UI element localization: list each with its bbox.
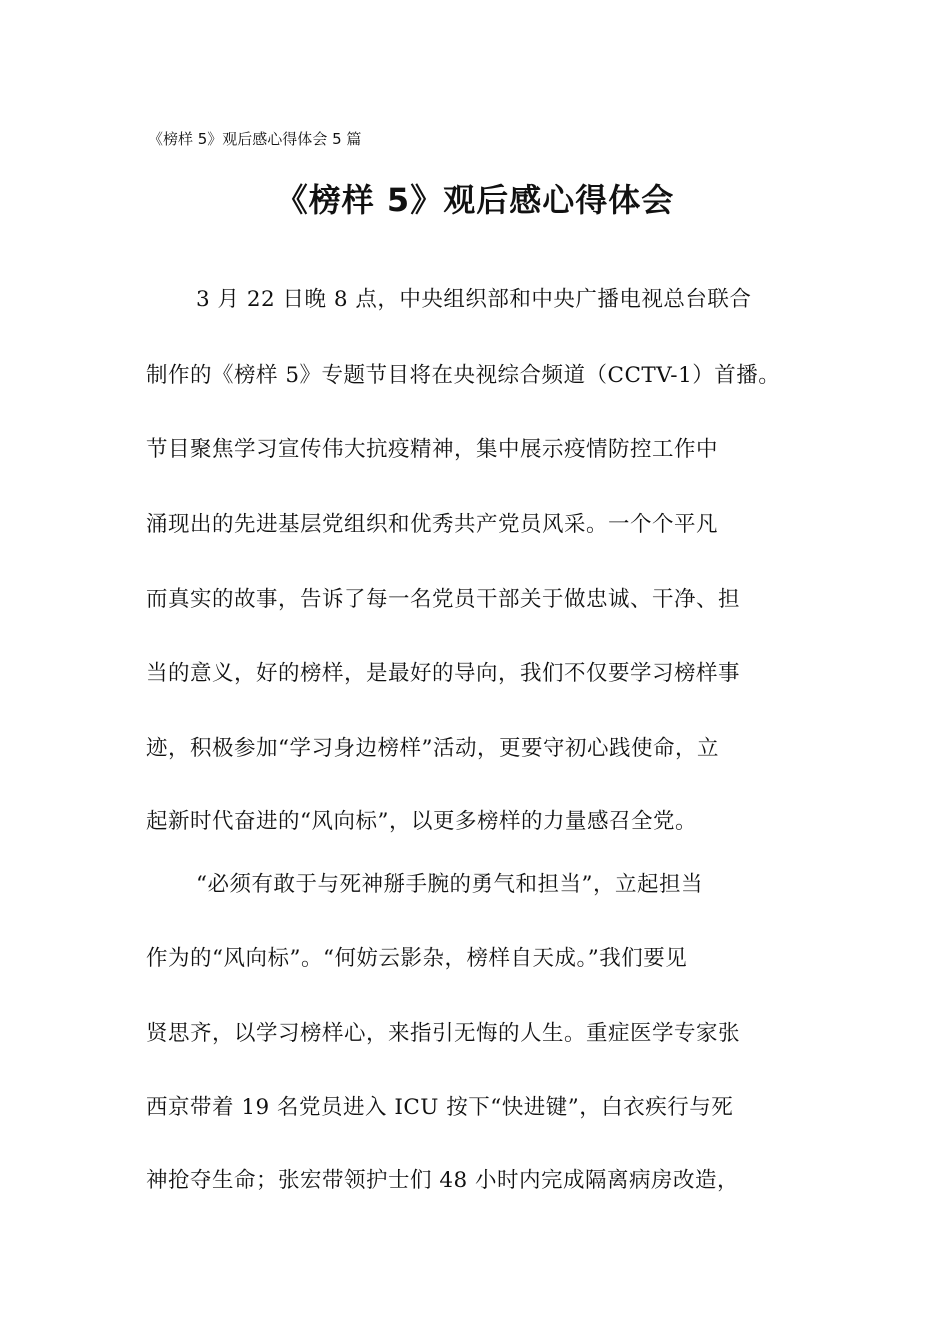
paragraph-1-line-1: 3 月 22 日晚 8 点，中央组织部和中央广播电视总台联合 (196, 287, 752, 312)
paragraph-2-line-3: 贤思齐，以学习榜样心，来指引无悔的人生。重症医学专家张 (146, 1021, 741, 1046)
paragraph-1-line-2: 制作的《榜样 5》专题节目将在央视综合频道（CCTV-1）首播。 (146, 363, 781, 388)
paragraph-1-line-4: 涌现出的先进基层党组织和优秀共产党员风采。一个个平凡 (146, 512, 719, 537)
document-header-note: 《榜样 5》观后感心得体会 5 篇 (148, 130, 362, 148)
paragraph-1-line-7: 迹，积极参加“学习身边榜样”活动，更要守初心践使命，立 (146, 736, 719, 761)
paragraph-2-line-4: 西京带着 19 名党员进入 ICU 按下“快进键”，白衣疾行与死 (146, 1095, 734, 1120)
paragraph-2-line-5: 神抢夺生命；张宏带领护士们 48 小时内完成隔离病房改造， (146, 1168, 740, 1193)
paragraph-2-line-2: 作为的“风向标”。“何妨云影杂，榜样自天成。”我们要见 (146, 946, 688, 971)
paragraph-1-line-8: 起新时代奋进的“风向标”，以更多榜样的力量感召全党。 (146, 809, 697, 834)
paragraph-2-line-1: “必须有敢于与死神掰手腕的勇气和担当”，立起担当 (196, 872, 703, 897)
document-title: 《榜样 5》观后感心得体会 (275, 181, 675, 219)
paragraph-1-line-3: 节目聚焦学习宣传伟大抗疫精神，集中展示疫情防控工作中 (146, 437, 719, 462)
paragraph-1-line-5: 而真实的故事，告诉了每一名党员干部关于做忠诚、干净、担 (146, 587, 741, 612)
paragraph-1-line-6: 当的意义，好的榜样，是最好的导向，我们不仅要学习榜样事 (146, 661, 741, 686)
